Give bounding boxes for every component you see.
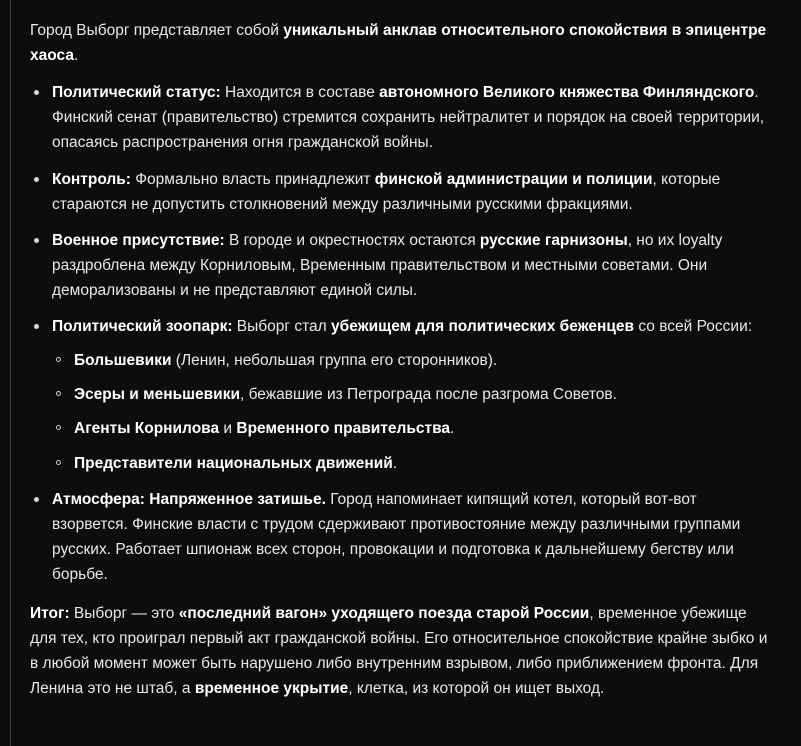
- sub-list-item: [52, 451, 773, 476]
- list-item-text: Атмосфера: Напряженное затишье. Город напоминает кипящий котел, который вот-вот взорвется. Финские власти с трудом сдерживают противостояние между различными группами русских. Работает шпионаж всех сторон, провокации и подготовка к дальнейшему бегству или борьбе.: [52, 490, 741, 583]
- list-item-text: Политический зоопарк: Выборг стал убежищем для политических беженцев со всей России:: [52, 318, 753, 336]
- list-item-text: Политический статус: Находится в составе автономного Великого княжества Финляндского. Финский сенат (правительство) стремится сохранить нейтралитет и порядок на своей территории, опасаясь распространения огня гражданской войны.: [52, 84, 765, 152]
- intro-paragraph: Город Выборг представляет собой уникальный анклав относительного спокойствия в эпицентре хаоса.: [30, 22, 767, 65]
- main-bullet-list: [30, 80, 773, 587]
- list-item-text: Контроль: Формально власть принадлежит финской администрации и полиции, которые стараются не допустить столкновений между различными русскими фракциями.: [52, 170, 721, 213]
- list-item: [30, 487, 773, 587]
- list-item: [30, 167, 773, 217]
- sub-list-item-text: Агенты Корнилова и Временного правительства.: [74, 420, 455, 438]
- sub-list-item-text: Большевики (Ленин, небольшая группа его сторонников).: [74, 352, 498, 370]
- sub-list-item-text: Эсеры и меньшевики, бежавшие из Петрограда после разгрома Советов.: [74, 386, 617, 404]
- list-item: [30, 314, 773, 476]
- sub-list-item: [52, 416, 773, 441]
- conclusion-paragraph: Итог: Выборг — это «последний вагон» уходящего поезда старой России, временное убежище для тех, кто проиграл первый акт гражданской войны. Его относительное спокойствие крайне зыбко и в любой момент может быть нарушено либо внутренним взрывом, либо приближением фронта. Для Ленина это не штаб, а временное укрытие, клетка, из которой он ищет выход.: [30, 605, 768, 698]
- list-item-text: Военное присутствие: В городе и окрестностях остаются русские гарнизоны, но их loyalty раздроблена между Корниловым, Временным правительством и местными советами. Они деморализованы и не представляют единой силы.: [52, 231, 723, 299]
- sub-list-item-text: Представители национальных движений.: [74, 454, 398, 472]
- list-item: [30, 80, 773, 155]
- left-margin-divider: [10, 0, 11, 746]
- sub-list-item: [52, 382, 773, 407]
- sub-bullet-list: [52, 348, 773, 475]
- sub-list-item: [52, 348, 773, 373]
- list-item: [30, 228, 773, 303]
